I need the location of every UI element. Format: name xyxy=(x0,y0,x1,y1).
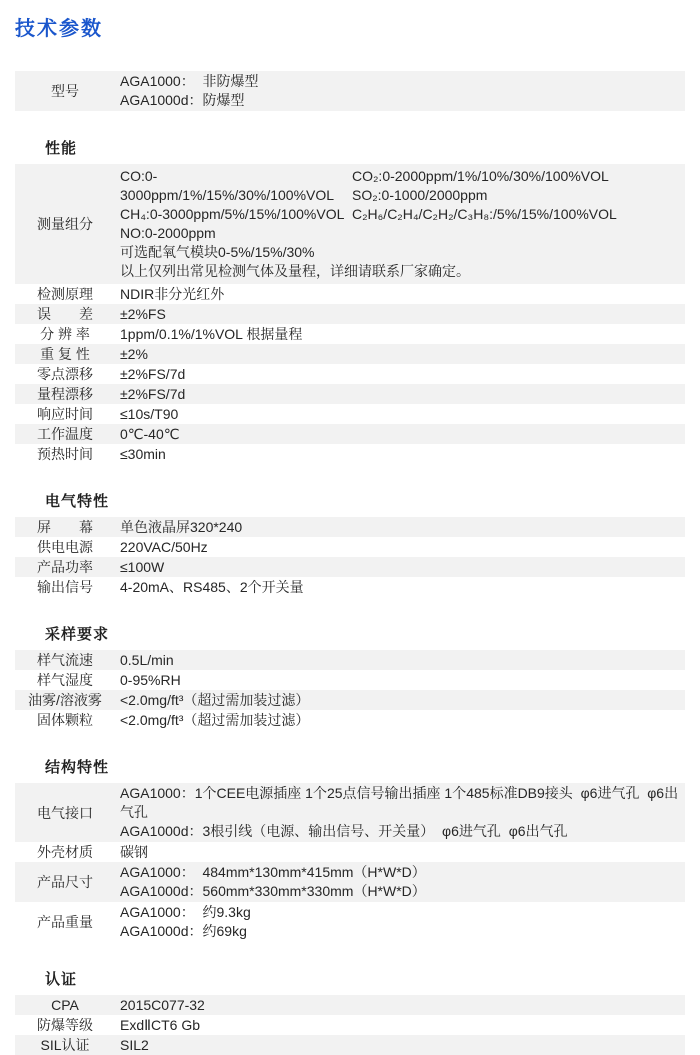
row-label: 屏 幕 xyxy=(37,519,93,535)
row-value: ≤10s/T90 xyxy=(120,406,179,422)
row-label: 检测原理 xyxy=(37,286,93,302)
measurement-note: 以上仅列出常见检测气体及量程，详细请联系厂家确定。 xyxy=(120,263,470,279)
interface-line: AGA1000：1个CEE电源插座 1个25点信号输出插座 1个485标准DB9接头 φ6进气孔 φ6出气孔 xyxy=(120,785,679,820)
model-line: AGA1000： 非防爆型 xyxy=(120,73,259,89)
row-model xyxy=(15,71,685,111)
row-span-drift xyxy=(15,384,685,404)
row-value: ≤100W xyxy=(120,559,165,575)
row-working-temperature xyxy=(15,424,685,444)
row-sample-flow xyxy=(15,650,685,670)
row-cpa xyxy=(15,995,685,1015)
row-preheat-time xyxy=(15,444,685,464)
row-value: ±2%FS xyxy=(120,306,166,322)
weight-line: AGA1000d：约69kg xyxy=(120,923,247,939)
gas-spec: NO:0-2000ppm xyxy=(120,225,216,241)
gas-spec: CO₂:0-2000ppm/1%/10%/30%/100%VOL xyxy=(352,168,609,184)
page-title: 技术参数 xyxy=(15,18,103,40)
row-value: ±2% xyxy=(120,346,148,362)
row-label: SIL认证 xyxy=(40,1037,90,1053)
spec-table xyxy=(15,71,685,1055)
model-line: AGA1000d：防爆型 xyxy=(120,92,245,108)
gas-spec: CO:0-3000ppm/1%/15%/30%/100%VOL xyxy=(120,168,335,203)
row-value: 碳钢 xyxy=(120,844,148,860)
row-value: 0-95%RH xyxy=(120,672,181,688)
row-resolution xyxy=(15,324,685,344)
row-value: NDIR非分光红外 xyxy=(120,286,225,302)
row-value: 0℃-40℃ xyxy=(120,426,180,442)
row-value: <2.0mg/ft³（超过需加装过滤） xyxy=(120,692,310,708)
row-response-time xyxy=(15,404,685,424)
size-line: AGA1000d：560mm*330mm*330mm（H*W*D） xyxy=(120,883,426,899)
row-zero-drift xyxy=(15,364,685,384)
row-label: 样气湿度 xyxy=(37,672,93,688)
gas-column-right xyxy=(352,167,617,243)
row-value xyxy=(115,784,685,841)
row-product-weight xyxy=(15,902,685,942)
gas-grid xyxy=(120,167,685,243)
row-label: 固体颗粒 xyxy=(37,712,93,728)
row-value: ≤30min xyxy=(120,446,166,462)
interface-line: AGA1000d：3根引线（电源、输出信号、开关量） φ6进气孔 φ6出气孔 xyxy=(120,823,568,839)
row-value: ±2%FS/7d xyxy=(120,366,186,382)
row-value xyxy=(115,72,685,110)
row-value xyxy=(115,903,685,941)
section-title-performance: 性能 xyxy=(45,140,78,157)
section-title-sampling: 采样要求 xyxy=(45,626,110,643)
row-detection-principle xyxy=(15,284,685,304)
row-value xyxy=(115,165,685,283)
row-label: 产品功率 xyxy=(37,559,93,575)
row-label: 测量组分 xyxy=(37,216,93,232)
row-measurement-components xyxy=(15,164,685,284)
row-label: 分 辨 率 xyxy=(40,326,90,342)
row-value: SIL2 xyxy=(120,1037,149,1053)
row-label: 外壳材质 xyxy=(37,844,93,860)
row-value: ±2%FS/7d xyxy=(120,386,186,402)
row-label: 供电电源 xyxy=(37,539,93,555)
size-line: AGA1000： 484mm*130mm*415mm（H*W*D） xyxy=(120,864,426,880)
row-label: 量程漂移 xyxy=(37,386,93,402)
gas-spec: C₂H₆/C₂H₄/C₂H₂/C₃H₈:/5%/15%/100%VOL xyxy=(352,206,617,222)
row-product-size xyxy=(15,862,685,902)
row-label: 预热时间 xyxy=(37,446,93,462)
row-value: 0.5L/min xyxy=(120,652,174,668)
row-product-power xyxy=(15,557,685,577)
gas-column-left xyxy=(120,167,352,243)
row-label: 零点漂移 xyxy=(37,366,93,382)
row-power-supply xyxy=(15,537,685,557)
row-explosion-proof-grade xyxy=(15,1015,685,1035)
row-output-signal xyxy=(15,577,685,597)
weight-line: AGA1000： 约9.3kg xyxy=(120,904,251,920)
row-value: 220VAC/50Hz xyxy=(120,539,208,555)
gas-spec: CH₄:0-3000ppm/5%/15%/100%VOL xyxy=(120,206,345,222)
section-title-electrical: 电气特性 xyxy=(45,493,110,510)
row-repeatability xyxy=(15,344,685,364)
row-value: 2015C077-32 xyxy=(120,997,205,1013)
row-label: 产品重量 xyxy=(37,914,93,930)
row-label: 响应时间 xyxy=(37,406,93,422)
row-label: 电气接口 xyxy=(37,804,93,821)
section-title-certification: 认证 xyxy=(45,971,78,988)
row-value: ExdⅡCT6 Gb xyxy=(120,1017,201,1033)
row-value: <2.0mg/ft³（超过需加装过滤） xyxy=(120,712,310,728)
row-sample-humidity xyxy=(15,670,685,690)
row-value: 单色液晶屏320*240 xyxy=(120,519,243,535)
row-label: 重 复 性 xyxy=(40,346,90,362)
section-title-structure: 结构特性 xyxy=(45,759,110,776)
row-shell-material xyxy=(15,842,685,862)
row-label: 防爆等级 xyxy=(37,1017,93,1033)
row-label: 油雾/溶液雾 xyxy=(28,692,102,708)
row-label: 误 差 xyxy=(37,306,93,322)
measurement-note: 可选配氧气模块0-5%/15%/30% xyxy=(120,244,315,260)
row-label: CPA xyxy=(51,997,79,1013)
gas-spec: SO₂:0-1000/2000ppm xyxy=(352,187,488,203)
row-oil-mist xyxy=(15,690,685,710)
row-electrical-interface xyxy=(15,783,685,842)
row-label: 输出信号 xyxy=(37,579,93,595)
row-label: 工作温度 xyxy=(37,426,93,442)
row-value xyxy=(115,863,685,901)
row-label: 产品尺寸 xyxy=(37,874,93,890)
row-sil-certification xyxy=(15,1035,685,1055)
row-label: 型号 xyxy=(51,83,79,99)
row-solid-particles xyxy=(15,710,685,730)
row-error xyxy=(15,304,685,324)
row-label: 样气流速 xyxy=(37,652,93,668)
row-screen xyxy=(15,517,685,537)
row-value: 1ppm/0.1%/1%VOL 根据量程 xyxy=(120,326,303,342)
row-value: 4-20mA、RS485、2个开关量 xyxy=(120,579,304,595)
